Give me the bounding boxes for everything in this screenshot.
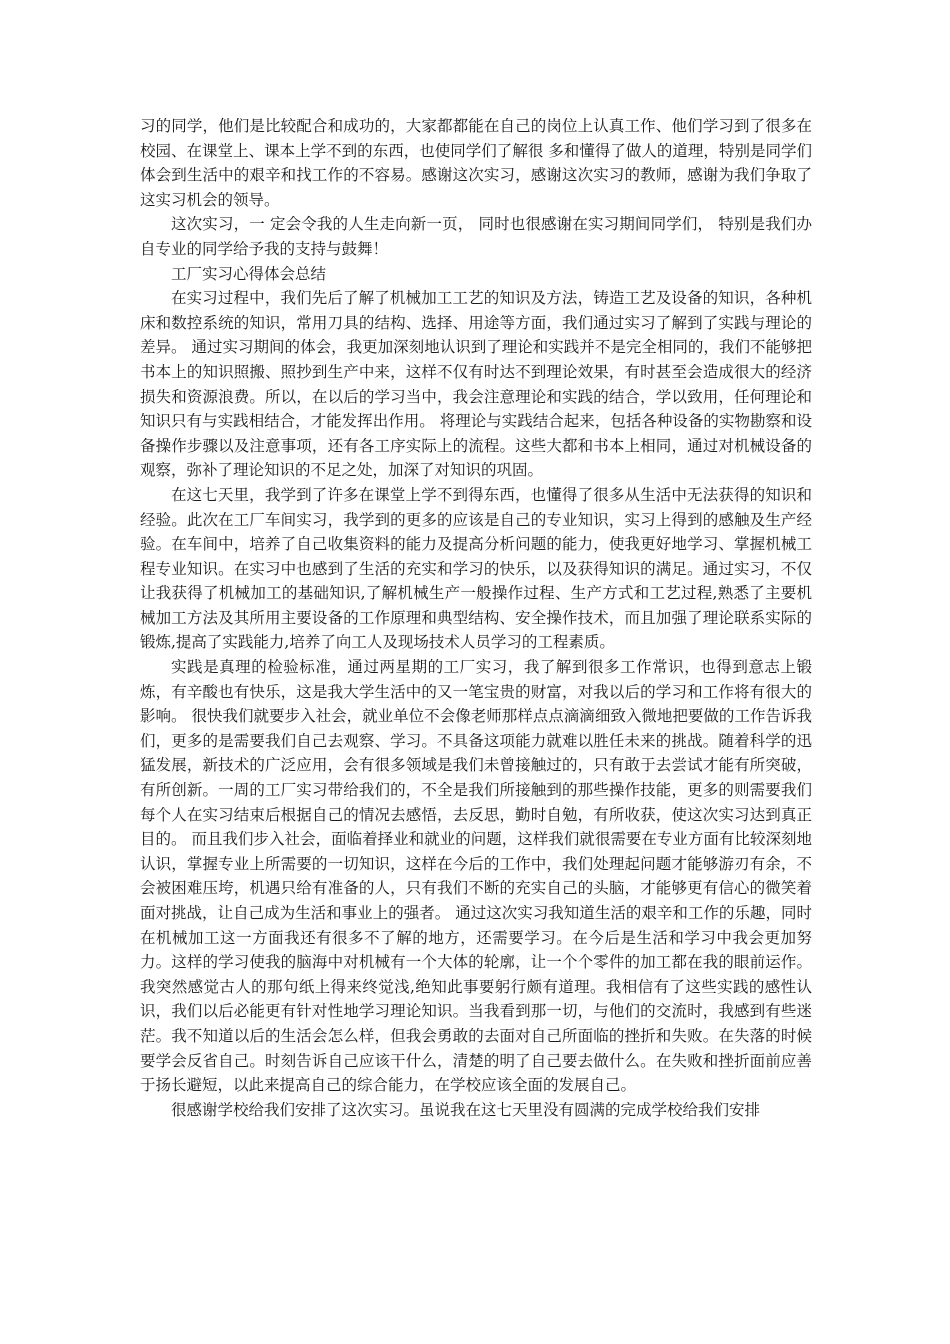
paragraph-3: 在实习过程中，我们先后了解了机械加工工艺的知识及方法，铸造工艺及设备的知识，各种机床和数控系统的知识，常用刀具的结构、选择、用途等方面，我们通过实习了解到了实践与理论的差异。 通过实习期间的体会，我更加深刻地认识到了理论和实践并不是完全相同的，我们不能够把书本上的知识照搬、照抄到生产中来，这样不仅有时达不到理论效果，有时甚至会造成很大的经济损失和资源浪费。所以，在以后的学习当中，我会注意理论和实践的结合，学以致用，任何理论和知识只有与实践相结合，才能发挥出作用。 将理论与实践结合起来，包括各种设备的实物勘察和设备操作步骤以及注意事项，还有各工序实际上的流程。这些大都和书本上相同，通过对机械设备的观察，弥补了理论知识的不足之处，加深了对知识的巩固。 [140, 289, 812, 480]
paragraph-2: 这次实习，一 定会令我的人生走向新一页， 同时也很感谢在实习期间同学们， 特别是我们办自专业的同学给予我的支持与鼓舞！ [140, 215, 812, 258]
paragraph-5: 实践是真理的检验标准，通过两星期的工厂实习，我了解到很多工作常识，也得到意志上锻炼，有辛酸也有快乐，这是我大学生活中的又一笔宝贵的财富，对我以后的学习和工作将有很大的影响。 很快我们就要步入社会，就业单位不会像老师那样点点滴滴细致入微地把要做的工作告诉我们，更多的是需要我们自己去观察、学习。不具备这项能力就难以胜任未来的挑战。随着科学的迅猛发展，新技术的广泛应用，会有很多领域是我们未曾接触过的，只有敢于去尝试才能有所突破，有所创新。一周的工厂实习带给我们的，不全是我们所接触到的那些操作技能，更多的则需要我们每个人在实习结束后根据自己的情况去感悟，去反思，勤时自勉，有所收获，使这次实习达到真正目的。 而且我们步入社会，面临着择业和就业的问题，这样我们就很需要在专业方面有比较深刻地认识，掌握专业上所需要的一切知识，这样在今后的工作中，我们处理起问题才能够游刃有余，不会被困难压垮，机遇只给有准备的人，只有我们不断的充实自己的头脑，才能够更有信心的微笑着面对挑战，让自己成为生活和事业上的强者。 通过这次实习我知道生活的艰辛和工作的乐趣，同时在机械加工这一方面我还有很多不了解的地方，还需要学习。在今后是生活和学习中我会更加努力。这样的学习使我的脑海中对机械有一个大体的轮廓，让一个个零件的加工都在我的眼前运作。我突然感觉古人的那句纸上得来终觉浅,绝知此事要躬行颇有道理。我相信有了这些实践的感性认识，我们以后必能更有针对性地学习理论知识。当我看到那一切，与他们的交流时，我感到有些迷茫。我不知道以后的生活会怎么样，但我会勇敢的去面对自己所面临的挫折和失败。在失落的时候要学会反省自己。时刻告诉自己应该干什么，清楚的明了自己要去做什么。在失败和挫折面前应善于扬长避短，以此来提高自己的综合能力，在学校应该全面的发展自己。 [140, 658, 812, 1095]
section-heading: 工厂实习心得体会总结 [171, 264, 327, 283]
paragraph-4: 在这七天里，我学到了许多在课堂上学不到得东西，也懂得了很多从生活中无法获得的知识和经验。此次在工厂车间实习，我学到的更多的应该是自己的专业知识，实习上得到的感触及生产经验。在车间中，培养了自己收集资料的能力及提高分析问题的能力，使我更好地学习、掌握机械工程专业知识。在实习中也感到了生活的充实和学习的快乐，以及获得知识的满足。通过实习，不仅让我获得了机械加工的基础知识,了解机械生产一般操作过程、生产方式和工艺过程,熟悉了主要机械加工方法及其所用主要设备的工作原理和典型结构、安全操作技术，而且加强了理论联系实际的锻炼,提高了实践能力,培养了向工人及现场技术人员学习的工程素质。 [140, 485, 812, 652]
paragraph-6: 很感谢学校给我们安排了这次实习。虽说我在这七天里没有圆满的完成学校给我们安排 [171, 1100, 761, 1119]
document-page [140, 114, 812, 1122]
paragraph-1: 习的同学，他们是比较配合和成功的，大家都都能在自己的岗位上认真工作、他们学习到了很多在校园、在课堂上、课本上学不到的东西，也使同学们了解很 多和懂得了做人的道理，特别是同学们体会到生活中的艰辛和找工作的不容易。感谢这次实习，感谢这次实习的教师，感谢为我们争取了这实习机会的领导。 [140, 117, 812, 209]
